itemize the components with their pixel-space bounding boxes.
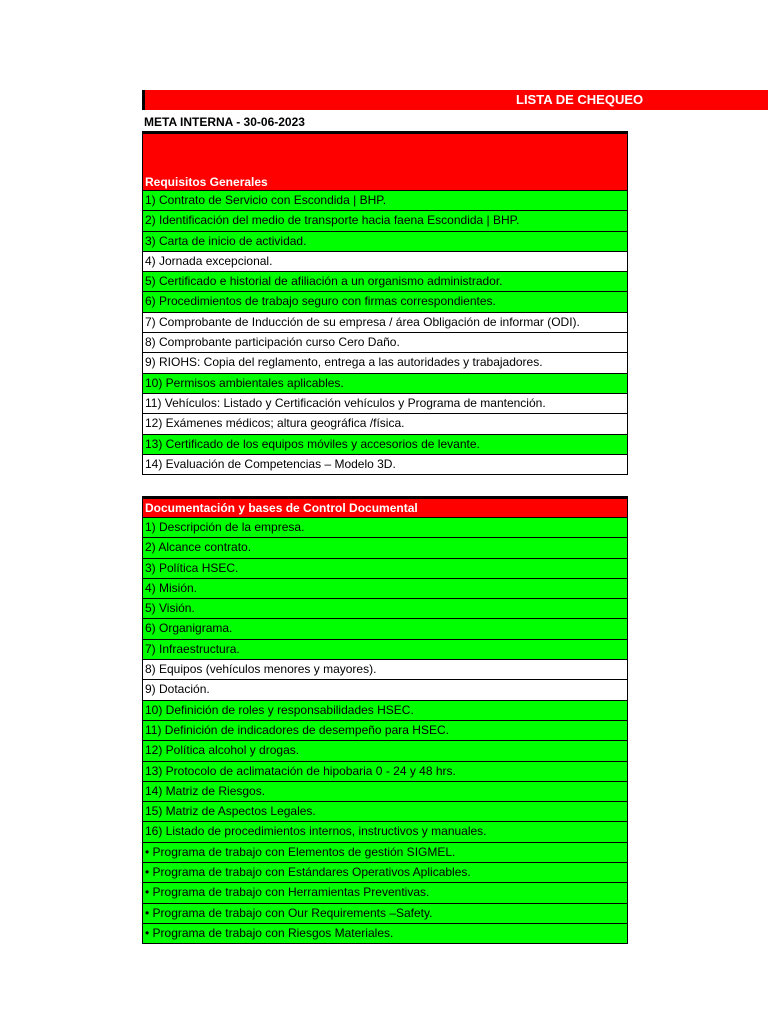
checklist-item: • Programa de trabajo con Riesgos Materiales.: [143, 923, 627, 943]
checklist-item: • Programa de trabajo con Elementos de gestión SIGMEL.: [143, 842, 627, 862]
checklist-item: 2) Alcance contrato.: [143, 537, 627, 557]
checklist-item: 6) Organigrama.: [143, 618, 627, 638]
checklist-item: 1) Contrato de Servicio con Escondida | BHP.: [143, 190, 627, 210]
checklist-item: • Programa de trabajo con Herramientas Preventivas.: [143, 882, 627, 902]
checklist-item: 10) Permisos ambientales aplicables.: [143, 373, 627, 393]
checklist-rows: [143, 517, 627, 943]
section-title: Documentación y bases de Control Documental: [143, 497, 627, 517]
checklist-item: 9) RIOHS: Copia del reglamento, entrega a las autoridades y trabajadores.: [143, 352, 627, 372]
checklist-item: 14) Matriz de Riesgos.: [143, 781, 627, 801]
checklist-item: 5) Visión.: [143, 598, 627, 618]
section-documentacion: [142, 496, 628, 944]
checklist-item: • Programa de trabajo con Estándares Operativos Aplicables.: [143, 862, 627, 882]
checklist-item: 3) Política HSEC.: [143, 558, 627, 578]
checklist-banner: [142, 90, 768, 110]
checklist-item: 5) Certificado e historial de afiliación a un organismo administrador.: [143, 271, 627, 291]
checklist-item: 13) Certificado de los equipos móviles y accesorios de levante.: [143, 434, 627, 454]
checklist-item: 4) Misión.: [143, 578, 627, 598]
checklist-item: 11) Vehículos: Listado y Certificación vehículos y Programa de mantención.: [143, 393, 627, 413]
checklist-item: 12) Exámenes médicos; altura geográfica /física.: [143, 413, 627, 433]
checklist-item: 8) Comprobante participación curso Cero Daño.: [143, 332, 627, 352]
checklist-item: 16) Listado de procedimientos internos, instructivos y manuales.: [143, 821, 627, 841]
checklist-item: 15) Matriz de Aspectos Legales.: [143, 801, 627, 821]
checklist-item: 1) Descripción de la empresa.: [143, 517, 627, 537]
checklist-item: • Programa de trabajo con Our Requirements –Safety.: [143, 903, 627, 923]
checklist-item: 4) Jornada excepcional.: [143, 251, 627, 271]
checklist-item: 12) Política alcohol y drogas.: [143, 740, 627, 760]
banner-title: LISTA DE CHEQUEO: [516, 92, 644, 107]
checklist-item: 11) Definición de indicadores de desempeño para HSEC.: [143, 720, 627, 740]
checklist-item: 3) Carta de inicio de actividad.: [143, 231, 627, 251]
checklist-item: 7) Infraestructura.: [143, 639, 627, 659]
checklist-item: 10) Definición de roles y responsabilidades HSEC.: [143, 700, 627, 720]
checklist-rows: [143, 190, 627, 474]
checklist-item: 9) Dotación.: [143, 679, 627, 699]
section-header: [143, 132, 627, 190]
checklist-item: 6) Procedimientos de trabajo seguro con firmas correspondientes.: [143, 291, 627, 311]
checklist-item: 13) Protocolo de aclimatación de hipobaria 0 - 24 y 48 hrs.: [143, 761, 627, 781]
meta-label: META INTERNA - 30-06-2023: [144, 115, 305, 129]
checklist-item: 2) Identificación del medio de transporte hacia faena Escondida | BHP.: [143, 210, 627, 230]
checklist-item: 14) Evaluación de Competencias – Modelo 3D.: [143, 454, 627, 474]
checklist-item: 8) Equipos (vehículos menores y mayores).: [143, 659, 627, 679]
section-title: Requisitos Generales: [145, 175, 268, 189]
section-requisitos-generales: [142, 131, 628, 475]
checklist-item: 7) Comprobante de Inducción de su empresa / área Obligación de informar (ODI).: [143, 312, 627, 332]
